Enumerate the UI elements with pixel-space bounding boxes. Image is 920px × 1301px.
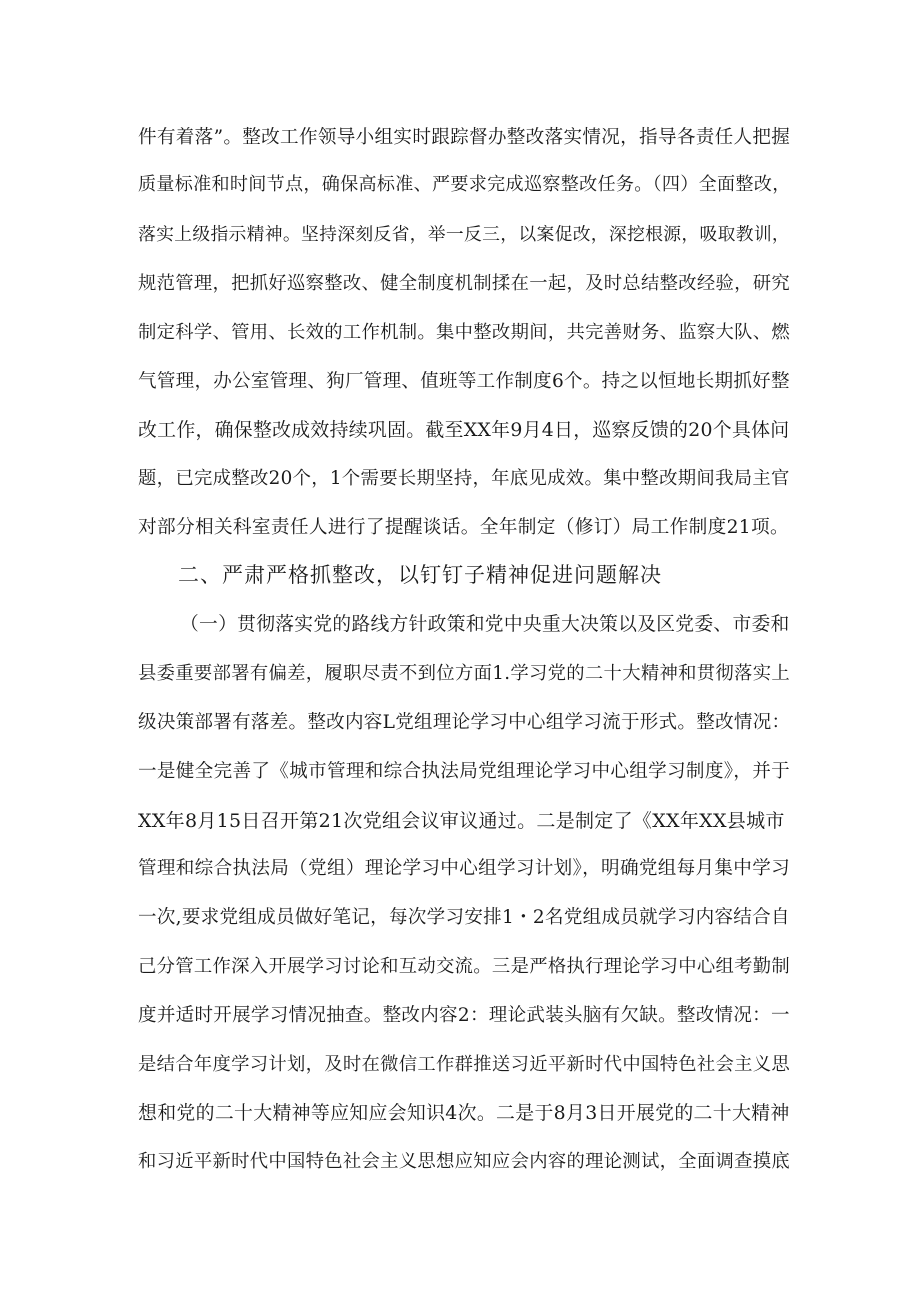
- paragraph-line: 一是健全完善了《城市管理和综合执法局党组理论学习中心组学习制度》，并于: [138, 761, 790, 782]
- section-heading: 二、严肃严格抓整改，以钉钉子精神促进问题解决: [178, 563, 662, 587]
- paragraph-line: 是结合年度学习计划，及时在微信工作群推送习近平新时代中国特色社会主义思: [138, 1054, 790, 1075]
- paragraph-line: 质量标准和时间节点，确保高标准、严要求完成巡察整改任务。（四）全面整改，: [138, 174, 791, 195]
- paragraph-line: 一次,要求党组成员做好笔记，每次学习安排1・2名党组成员就学习内容结合自: [138, 907, 790, 928]
- paragraph-line: 己分管工作深入开展学习讨论和互动交流。三是严格执行理论学习中心组考勤制: [138, 956, 790, 977]
- paragraph-line: （一）贯彻落实党的路线方针政策和党中央重大决策以及区党委、市委和: [180, 614, 790, 635]
- paragraph-line: 想和党的二十大精神等应知应会知识4次。二是于8月3日开展党的二十大精神: [138, 1102, 790, 1124]
- paragraph-line: 县委重要部署有偏差，履职尽责不到位方面1.学习党的二十大精神和贯彻落实上: [138, 663, 790, 684]
- paragraph-line: 改工作，确保整改成效持续巩固。截至XX年9月4日，巡察反馈的20个具体问: [138, 419, 790, 441]
- paragraph-line: 管理和综合执法局（党组）理论学习中心组学习计划》，明确党组每月集中学习: [138, 858, 790, 879]
- paragraph-line: 规范管理，把抓好巡察整改、健全制度机制揉在一起，及时总结整改经验，研究: [138, 273, 790, 294]
- paragraph-line: XX年8月15日召开第21次党组会议审议通过。二是制定了《XX年XX县城市: [138, 810, 785, 832]
- paragraph-line: 制定科学、管用、长效的工作机制。集中整改期间，共完善财务、监察大队、燃: [138, 322, 790, 343]
- paragraph-line: 题，已完成整改20个，1个需要长期坚持，年底见成效。集中整改期间我局主官: [138, 468, 790, 489]
- paragraph-line: 级决策部署有落差。整改内容L党组理论学习中心组学习流于形式。整改情况：: [138, 712, 791, 733]
- paragraph-line: 度并适时开展学习情况抽查。整改内容2：理论武装头脑有欠缺。整改情况：一: [138, 1005, 790, 1026]
- paragraph-line: 气管理，办公室管理、狗厂管理、值班等工作制度6个。持之以恒地长期抓好整: [138, 371, 790, 392]
- paragraph-line: 落实上级指示精神。坚持深刻反省，举一反三，以案促改，深挖根源，吸取教训，: [138, 224, 791, 245]
- paragraph-line: 和习近平新时代中国特色社会主义思想应知应会内容的理论测试，全面调查摸底: [138, 1151, 790, 1172]
- paragraph-line: 件有着落”。整改工作领导小组实时跟踪督办整改落实情况，指导各责任人把握: [138, 127, 791, 148]
- paragraph-line: 对部分相关科室责任人进行了提醒谈话。全年制定（修订）局工作制度21项。: [138, 517, 789, 538]
